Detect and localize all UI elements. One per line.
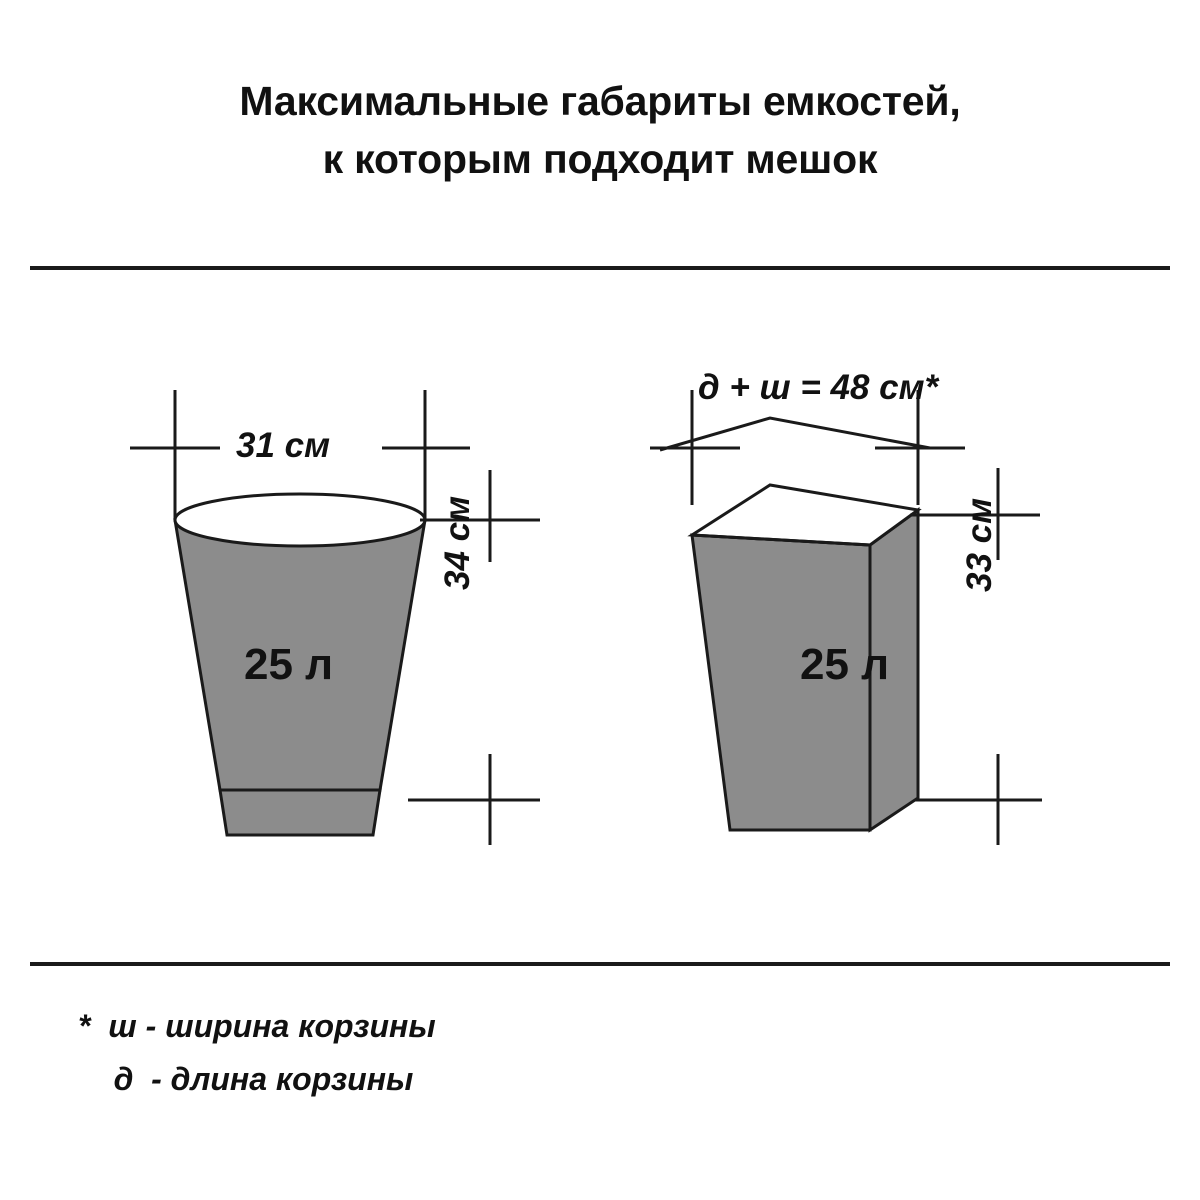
rect-bin-top-guides [660, 418, 930, 450]
rect-bin-volume-label: 25 л [800, 640, 890, 689]
round-bin-rim [175, 494, 425, 546]
round-bin-base [220, 790, 380, 835]
rect-bin-height-label: 33 см [960, 497, 999, 592]
page-title-line-1: Максимальные габариты емкостей, [239, 78, 961, 124]
rect-bin-sum-label: д + ш = 48 см* [698, 368, 939, 407]
rect-bin-drawing [630, 330, 1090, 910]
divider-top [30, 266, 1170, 270]
figure-rect-bin [630, 330, 1090, 910]
figures-row [0, 330, 1200, 910]
divider-bottom [30, 962, 1170, 966]
footnote-line-2: д - длина корзины [78, 1060, 414, 1097]
round-bin-volume-label: 25 л [244, 640, 334, 689]
footnote-line-1: * ш - ширина корзины [78, 1008, 436, 1044]
page-title [0, 72, 1200, 188]
round-bin-width-label: 31 см [236, 426, 331, 465]
page-title-line-2: к которым подходит мешок [322, 136, 878, 183]
round-bin-drawing [120, 330, 580, 910]
footnotes [78, 1000, 978, 1106]
round-bin-height-label: 34 см [438, 495, 477, 590]
figure-round-bin [120, 330, 580, 910]
